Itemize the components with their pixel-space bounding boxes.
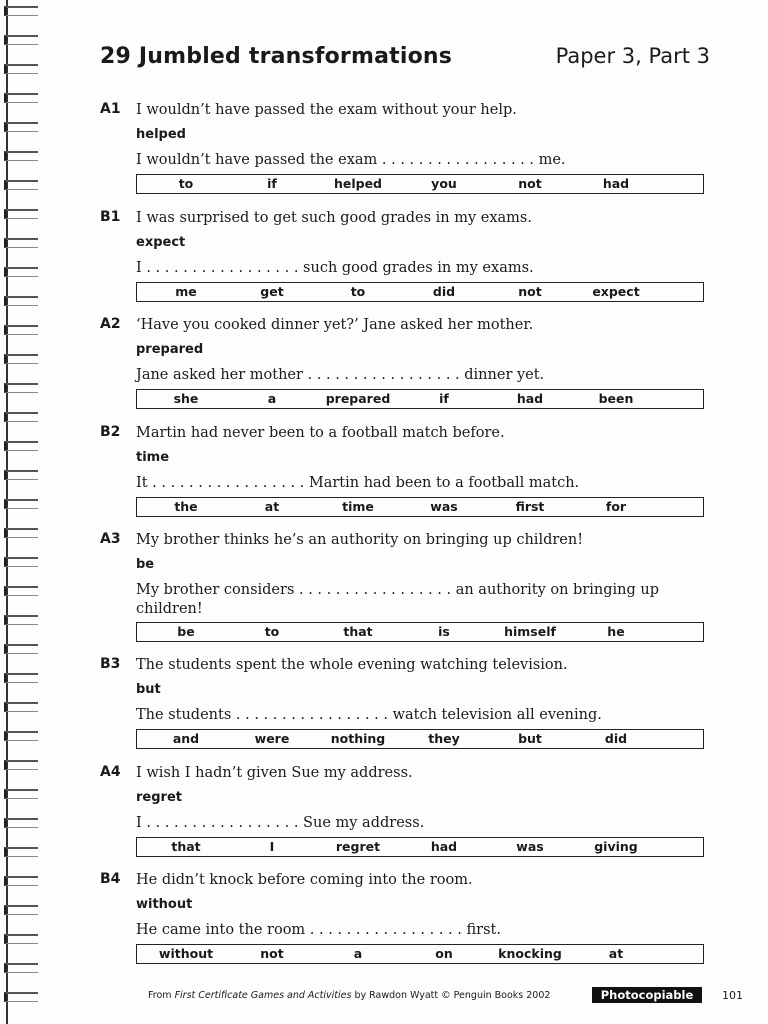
gapped-sentence: The students . . . . . . . . . . . . . . . . . watch television all evening.: [136, 707, 602, 723]
jumbled-words-box: [136, 944, 704, 964]
jumbled-word: if: [267, 176, 277, 191]
key-word: regret: [136, 790, 182, 805]
jumbled-word: giving: [594, 839, 638, 854]
spiral-binding: [0, 0, 46, 1024]
jumbled-words-box: [136, 497, 704, 517]
jumbled-words-box: [136, 729, 704, 749]
gapped-sentence: I . . . . . . . . . . . . . . . . . Sue my address.: [136, 815, 425, 831]
jumbled-word: I: [269, 839, 275, 854]
jumbled-word: himself: [504, 624, 556, 639]
jumbled-word: was: [516, 839, 544, 854]
binding-coil: [4, 412, 38, 422]
jumbled-words-box: [136, 389, 704, 409]
jumbled-word: at: [264, 499, 280, 514]
jumbled-word: if: [439, 391, 449, 406]
jumbled-word: first: [515, 499, 545, 514]
jumbled-word: she: [173, 391, 199, 406]
unit-title: Jumbled transformations: [138, 44, 453, 69]
credit-prefix: From: [148, 990, 175, 1001]
key-word: time: [136, 450, 170, 465]
original-sentence: I was surprised to get such good grades in my exams.: [136, 210, 532, 226]
item-code: A4: [100, 764, 121, 780]
jumbled-word: on: [435, 946, 453, 961]
key-word: helped: [136, 127, 186, 142]
book-title: First Certificate Games and Activities: [174, 990, 352, 1001]
jumbled-word: had: [602, 176, 630, 191]
jumbled-word: a: [267, 391, 277, 406]
binding-coil: [4, 267, 38, 277]
binding-coil: [4, 35, 38, 45]
binding-coil: [4, 238, 38, 248]
binding-coil: [4, 673, 38, 683]
jumbled-word: but: [518, 731, 542, 746]
key-word: be: [136, 557, 155, 572]
jumbled-word: did: [604, 731, 628, 746]
unit-number: 29: [100, 44, 132, 69]
page-number: 101: [722, 989, 743, 1002]
jumbled-word: helped: [333, 176, 383, 191]
gapped-sentence: Jane asked her mother . . . . . . . . . . . . . . . . . dinner yet.: [136, 367, 545, 383]
binding-coil: [4, 702, 38, 712]
item-code: B1: [100, 209, 121, 225]
binding-coil: [4, 731, 38, 741]
jumbled-word: had: [516, 391, 544, 406]
item-code: B3: [100, 656, 121, 672]
original-sentence: Martin had never been to a football match before.: [136, 425, 505, 441]
jumbled-word: that: [171, 839, 201, 854]
key-word: expect: [136, 235, 186, 250]
page-header: [100, 44, 710, 80]
item-code: A2: [100, 316, 121, 332]
jumbled-word: to: [350, 284, 366, 299]
jumbled-words-box: [136, 622, 704, 642]
binding-coil: [4, 325, 38, 335]
jumbled-word: not: [518, 176, 542, 191]
jumbled-word: had: [430, 839, 458, 854]
item-code: B4: [100, 871, 121, 887]
gapped-sentence: I . . . . . . . . . . . . . . . . . such good grades in my exams.: [136, 260, 534, 276]
jumbled-word: be: [177, 624, 195, 639]
jumbled-word: knocking: [498, 946, 562, 961]
item-code: A1: [100, 101, 121, 117]
binding-coil: [4, 499, 38, 509]
binding-coil: [4, 296, 38, 306]
jumbled-word: and: [172, 731, 200, 746]
binding-coil: [4, 818, 38, 828]
jumbled-words-box: [136, 174, 704, 194]
binding-coil: [4, 615, 38, 625]
jumbled-word: that: [343, 624, 373, 639]
jumbled-word: for: [605, 499, 627, 514]
page-title: [100, 44, 452, 69]
paper-reference: Paper 3, Part 3: [555, 44, 710, 68]
jumbled-word: were: [254, 731, 290, 746]
binding-coil: [4, 180, 38, 190]
original-sentence: The students spent the whole evening watching television.: [136, 657, 568, 673]
gapped-sentence: I wouldn’t have passed the exam . . . . . . . . . . . . . . . . . me.: [136, 152, 566, 168]
binding-coil: [4, 528, 38, 538]
credit-suffix: by Rawdon Wyatt © Penguin Books 2002: [351, 990, 551, 1001]
jumbled-word: the: [174, 499, 198, 514]
jumbled-word: been: [598, 391, 634, 406]
binding-coil: [4, 354, 38, 364]
jumbled-word: regret: [335, 839, 381, 854]
original-sentence: He didn’t knock before coming into the room.: [136, 872, 473, 888]
jumbled-word: not: [260, 946, 284, 961]
jumbled-word: to: [178, 176, 194, 191]
binding-coil: [4, 122, 38, 132]
jumbled-word: did: [432, 284, 456, 299]
jumbled-words-box: [136, 282, 704, 302]
binding-coil: [4, 209, 38, 219]
original-sentence: I wish I hadn’t given Sue my address.: [136, 765, 413, 781]
item-code: A3: [100, 531, 121, 547]
jumbled-word: a: [353, 946, 363, 961]
original-sentence: My brother thinks he’s an authority on bringing up children!: [136, 532, 584, 548]
binding-coil: [4, 905, 38, 915]
jumbled-word: they: [428, 731, 460, 746]
jumbled-word: prepared: [325, 391, 391, 406]
gapped-sentence: He came into the room . . . . . . . . . . . . . . . . . first.: [136, 922, 501, 938]
jumbled-word: get: [260, 284, 284, 299]
binding-coil: [4, 760, 38, 770]
jumbled-word: at: [608, 946, 624, 961]
jumbled-word: nothing: [330, 731, 386, 746]
original-sentence: I wouldn’t have passed the exam without your help.: [136, 102, 517, 118]
binding-coil: [4, 64, 38, 74]
jumbled-word: expect: [592, 284, 640, 299]
binding-coil: [4, 963, 38, 973]
jumbled-word: he: [607, 624, 625, 639]
footer-credit: [148, 990, 550, 1001]
binding-coil: [4, 557, 38, 567]
key-word: prepared: [136, 342, 204, 357]
binding-coil: [4, 93, 38, 103]
jumbled-word: me: [175, 284, 197, 299]
key-word: without: [136, 897, 193, 912]
binding-coil: [4, 586, 38, 596]
jumbled-words-box: [136, 837, 704, 857]
binding-coil: [4, 876, 38, 886]
binding-coil: [4, 847, 38, 857]
binding-coil: [4, 441, 38, 451]
jumbled-word: not: [518, 284, 542, 299]
jumbled-word: to: [264, 624, 280, 639]
jumbled-word: you: [431, 176, 457, 191]
gapped-sentence: My brother considers . . . . . . . . . . . . . . . . . an authority on bringing up children!: [136, 582, 660, 617]
binding-coil: [4, 992, 38, 1002]
jumbled-word: without: [158, 946, 214, 961]
photocopiable-badge: Photocopiable: [592, 987, 702, 1003]
binding-coil: [4, 644, 38, 654]
binding-coil: [4, 383, 38, 393]
gapped-sentence: It . . . . . . . . . . . . . . . . . Martin had been to a football match.: [136, 475, 580, 491]
binding-coil: [4, 6, 38, 16]
jumbled-word: was: [430, 499, 458, 514]
original-sentence: ‘Have you cooked dinner yet?’ Jane asked her mother.: [136, 317, 534, 333]
key-word: but: [136, 682, 161, 697]
item-code: B2: [100, 424, 121, 440]
binding-coil: [4, 789, 38, 799]
binding-coil: [4, 470, 38, 480]
jumbled-word: time: [342, 499, 374, 514]
jumbled-word: is: [438, 624, 450, 639]
binding-coil: [4, 151, 38, 161]
binding-coil: [4, 934, 38, 944]
